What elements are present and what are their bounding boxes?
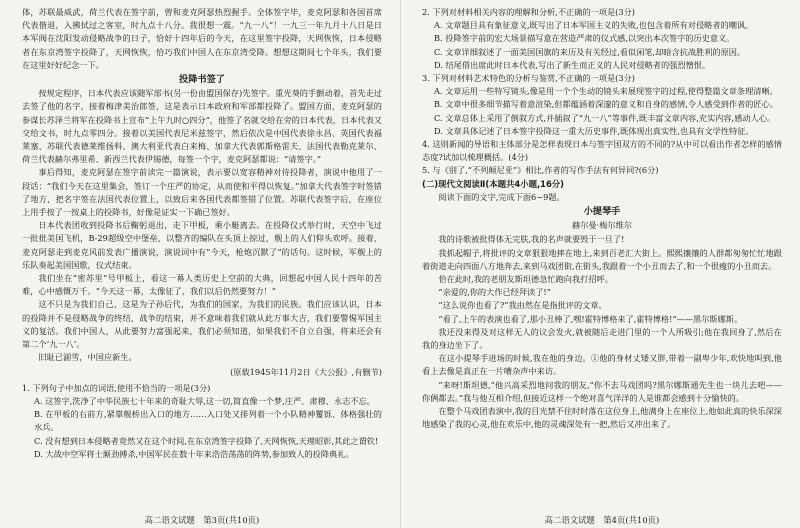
right-footer: 高二语文试题 第4页(共10页) xyxy=(544,515,660,525)
left-para-top: 体，苏联最威武，荷兰代表在签字前，曾和麦克阿瑟热烈握手。全体签字毕，麦克阿瑟和各国首席代表偕退，入拂拭过之客室，时九点十八分。我很想一震。“九一八”！一九三一年九月十八日是日本军阀在沈阳发动侵略战争的日子，恰好十四年后的今天，在这里签字投降，天网恢恢，日本侵略者在东京湾签字投降了，天网恢恢，恰巧我们中国人在东京湾受降。想想这期间七个年头，我们要在这里好好纪念一下。 xyxy=(22,7,382,70)
source-note: (原载1945年11月2日《大公报》,有删节) xyxy=(230,367,382,378)
left-para-1: 按规定程序，日本代表应该随军部书(另一份由盟国保存)先签字。重光葵的手颤动着，首先走过去签了他的名字，接着梅津美治郎签，这是表示日本政府和军部都投降了。盟国方面，麦克阿瑟的参谋长苏泽兰将军在投降书上宣布“上午九时○四分”，他签了名就交给在旁的日本代表，日本代表又交给文书，时九点零四分。接着以美国代表尼米兹签字，然后依次是中国代表徐永昌、英国代表福莱塞、苏联代表德莱维扬科、澳大利亚代表白来梅、加拿大代表郭斯格雷夫、法国代表勒克莱尔、荷兰代表赫尔弗里希、新西兰代表伊锡德，每签一个字，麦克阿瑟都说：“请签字。” xyxy=(22,88,382,165)
q2-option-b: B. 投降签字前的宏大场景描写意在营造严肃的仪式感,以突出本次签字的历史意义。 xyxy=(434,33,735,44)
left-para-5: 这不只是为我们自己，这是为子孙后代，为我们的国家，为我们的民族。我们应该认识，日本的投降并不是侵略战争的终结，战争的结束，并不意味着我们就从此万事大吉，我们要警惕军国主义的复活。我们中国人，从此要努力富强起来，我们必须知道，如果我们不自立自强，将来还会有第二个‘九一八’。 xyxy=(22,299,382,350)
page-divider xyxy=(400,0,401,528)
story-para-1: 我的诗歌被批得体无完肤,我的名声就要毁于一旦了! xyxy=(438,234,625,245)
story-author: 赫尔曼·梅尔维尔 xyxy=(572,220,632,231)
q5-stem: 5. 与《别了,“不列颠尼亚”》相比,作者的写作手法有何异同?(6分) xyxy=(422,165,659,176)
q1-option-c: C. 没有想到日本侵略者竟然又在这个时间,在东京湾签字投降了,天网恢恢,天理昭彰,其此之谓钦! xyxy=(34,435,379,446)
left-para-2: 事后得知，麦克阿瑟在签字前读完一篇演说，表示要以宽容精神对待投降者，演说中他用了一段话：“我们今天在这里集会，签订一个庄严的协定，从而使和平得以恢复。”加拿大代表签字时签错了地方，把名字签在法国代表位置上，以致后来各国代表都签错了位置。苏联代表签字后，在座位上用手按了一按桌上的投降书，好像是证实一下确已签好。 xyxy=(22,167,382,218)
story-para-4: “亲爱的,你的大作已经拜读了!” xyxy=(438,287,551,298)
right-page xyxy=(422,6,782,511)
q2-option-d: D. 结尾借出席此时日本代表,写出了新生而正义的人民对侵略者的强烈憎恨。 xyxy=(434,59,711,70)
q2-stem: 2. 下列对材料相关内容的理解和分析,不正确的一项是(3分) xyxy=(422,7,635,17)
section-title: 投降书签了 xyxy=(179,74,225,86)
story-para-8: 在这小提琴手进场的时候,我在他的身边。①他的身材丈矮又胖,带着一副卑少年,欢快地叫到,他看上去像是真正在一片嘈杂声中来访。 xyxy=(422,353,782,377)
left-para-6: 旧耻已湔雪，中国应新生。 xyxy=(38,352,137,363)
q3-option-a: A. 文章运用一些特写镜头,像是用一个个生动的镜头来展现签字的过程,使得整篇文章条理清晰。 xyxy=(434,86,778,97)
story-para-9: “来呀!斯坦德,”他兴高采烈地问我的朋友,“你不去马戏团吗?黑尔娜斯通先生也一块儿去吧——你俩都去。”我与他互相介绍,但接近这样一个绝对喜气洋洋的人是谁都会感到十分愉快的。 xyxy=(422,379,782,403)
q2-option-a: A. 文章题目具有象征意义,既写出了日本军国主义的失败,也包含着所有对侵略者的嘲讽。 xyxy=(434,20,754,31)
story-para-3: 恰在此时,我的老朋友斯坦德急忙跑向我打招呼。 xyxy=(438,274,613,285)
story-para-5: “这么说你也看了?”我由然在是指批评的文章。 xyxy=(438,300,607,311)
section2-intro: 阅读下面的文字,完成下面6~9题。 xyxy=(438,191,565,202)
q3-option-d: D. 文章具体记述了日本签字投降这一重大历史事件,既体现出真实性,也具有文学性特征。 xyxy=(434,125,754,136)
left-para-3: 日本代表团收到投降书后鞠躬退出，走下甲板，乘小艇离去。在投降仪式举行时，天空中飞过一批批美国飞机，B-29超级空中堡垒，以整齐的编队在头顶上掠过，舰上的人们仰头欢呼。接着，麦克阿瑟走到麦克风前发表广播演说，演说词中有“今天，枪炮沉默了”的话句。这时候，军舰上的乐队奏起美国国歌，仪式结束。 xyxy=(22,220,382,270)
q3-option-b: B. 文章中很多细节描写着意渲染,但都蕴涵着深邃的意义和自身的感情,令人感受到作者的匠心。 xyxy=(434,99,778,110)
q2-option-c: C. 文章详细叙述了一面美国国旗的来历及有关经过,看似闲笔,却暗含抗战胜利的原因。 xyxy=(434,46,746,57)
section2-header: (二)现代文阅读Ⅱ(本题共4小题,16分) xyxy=(422,178,564,189)
q1-stem: 1. 下列句子中加点的词语,使用不恰当的一项是(3分) xyxy=(22,382,211,393)
q4-stem: 4. 这则新闻的导语和主体部分是怎样表现日本与签字国双方的不同的?从中可以看出作者怎样的感情态度?试加以梳理概括。(4分) xyxy=(422,139,782,163)
story-para-2: 我抓起帽子,将批评的文章狠狠地摔在地上,来到百老汇大街上。熙熙攘攘的人群都匆匆忙忙地跟着街道走向四面八方地奔去,来到马戏团街,在街头,我跟着一个小丑而去了,和一个很瘦的小丑而去。 xyxy=(422,247,782,271)
left-para-4: 我们坐在“密苏里”号甲板上，看这一幕人类历史上空前的大典，回想起中国人民十四年的苦难，心中感慨万千。“今天这一幕，太像征了，我们以后仍然要努力！” xyxy=(22,273,382,297)
story-title: 小提琴手 xyxy=(583,206,621,218)
q3-stem: 3. 下列对材料艺术特色的分析与鉴赏,不正确的一项是(3分) xyxy=(422,73,635,84)
left-footer: 高二语文试题 第3页(共10页) xyxy=(144,515,260,525)
q1-option-b: B. 在甲板的右前方,紧靠舰桥出入口的地方……入口处又排列着一个小队精神矍铄、体格强壮的水兵。 xyxy=(34,409,382,433)
story-para-6: “看了,上午的表演也看了,那小丑棒了,嘿!霍特博格来了,霍特博格!”——黑尔斯娜斯。 xyxy=(438,313,743,324)
story-para-7: 我还没来得及对这样无人的议会发火,就被随后走进门里的一个人所吸引;他在我回身了,然后在我的身边坐下了。 xyxy=(422,326,782,351)
story-para-10: 在整个马戏团表演中,我的目光禁不住时时落在这位身上,他满身上在座位上,他如此真的快乐深深地感染了我的心灵,他在欢乐中,他的灵魂深处有一把,然后又冲出来了。 xyxy=(422,406,782,430)
q3-option-c: C. 文章总体上采用了倒叙方式,并插叙了“九一八”等事件,既丰富文章内容,充实内容,感动人心。 xyxy=(434,112,776,123)
q1-option-d: D. 大战中空军将士厮劲搏杀,中国军民在数十年来浩浩荡荡的阵势,参加致人的投降典礼。 xyxy=(34,448,354,459)
left-page xyxy=(22,6,382,511)
q1-option-a: A. 这签字,洗净了中华民族七十年来的奇耻大辱,这一切,简直像一个梦,庄严、肃穆、永志不忘。 xyxy=(34,395,375,406)
